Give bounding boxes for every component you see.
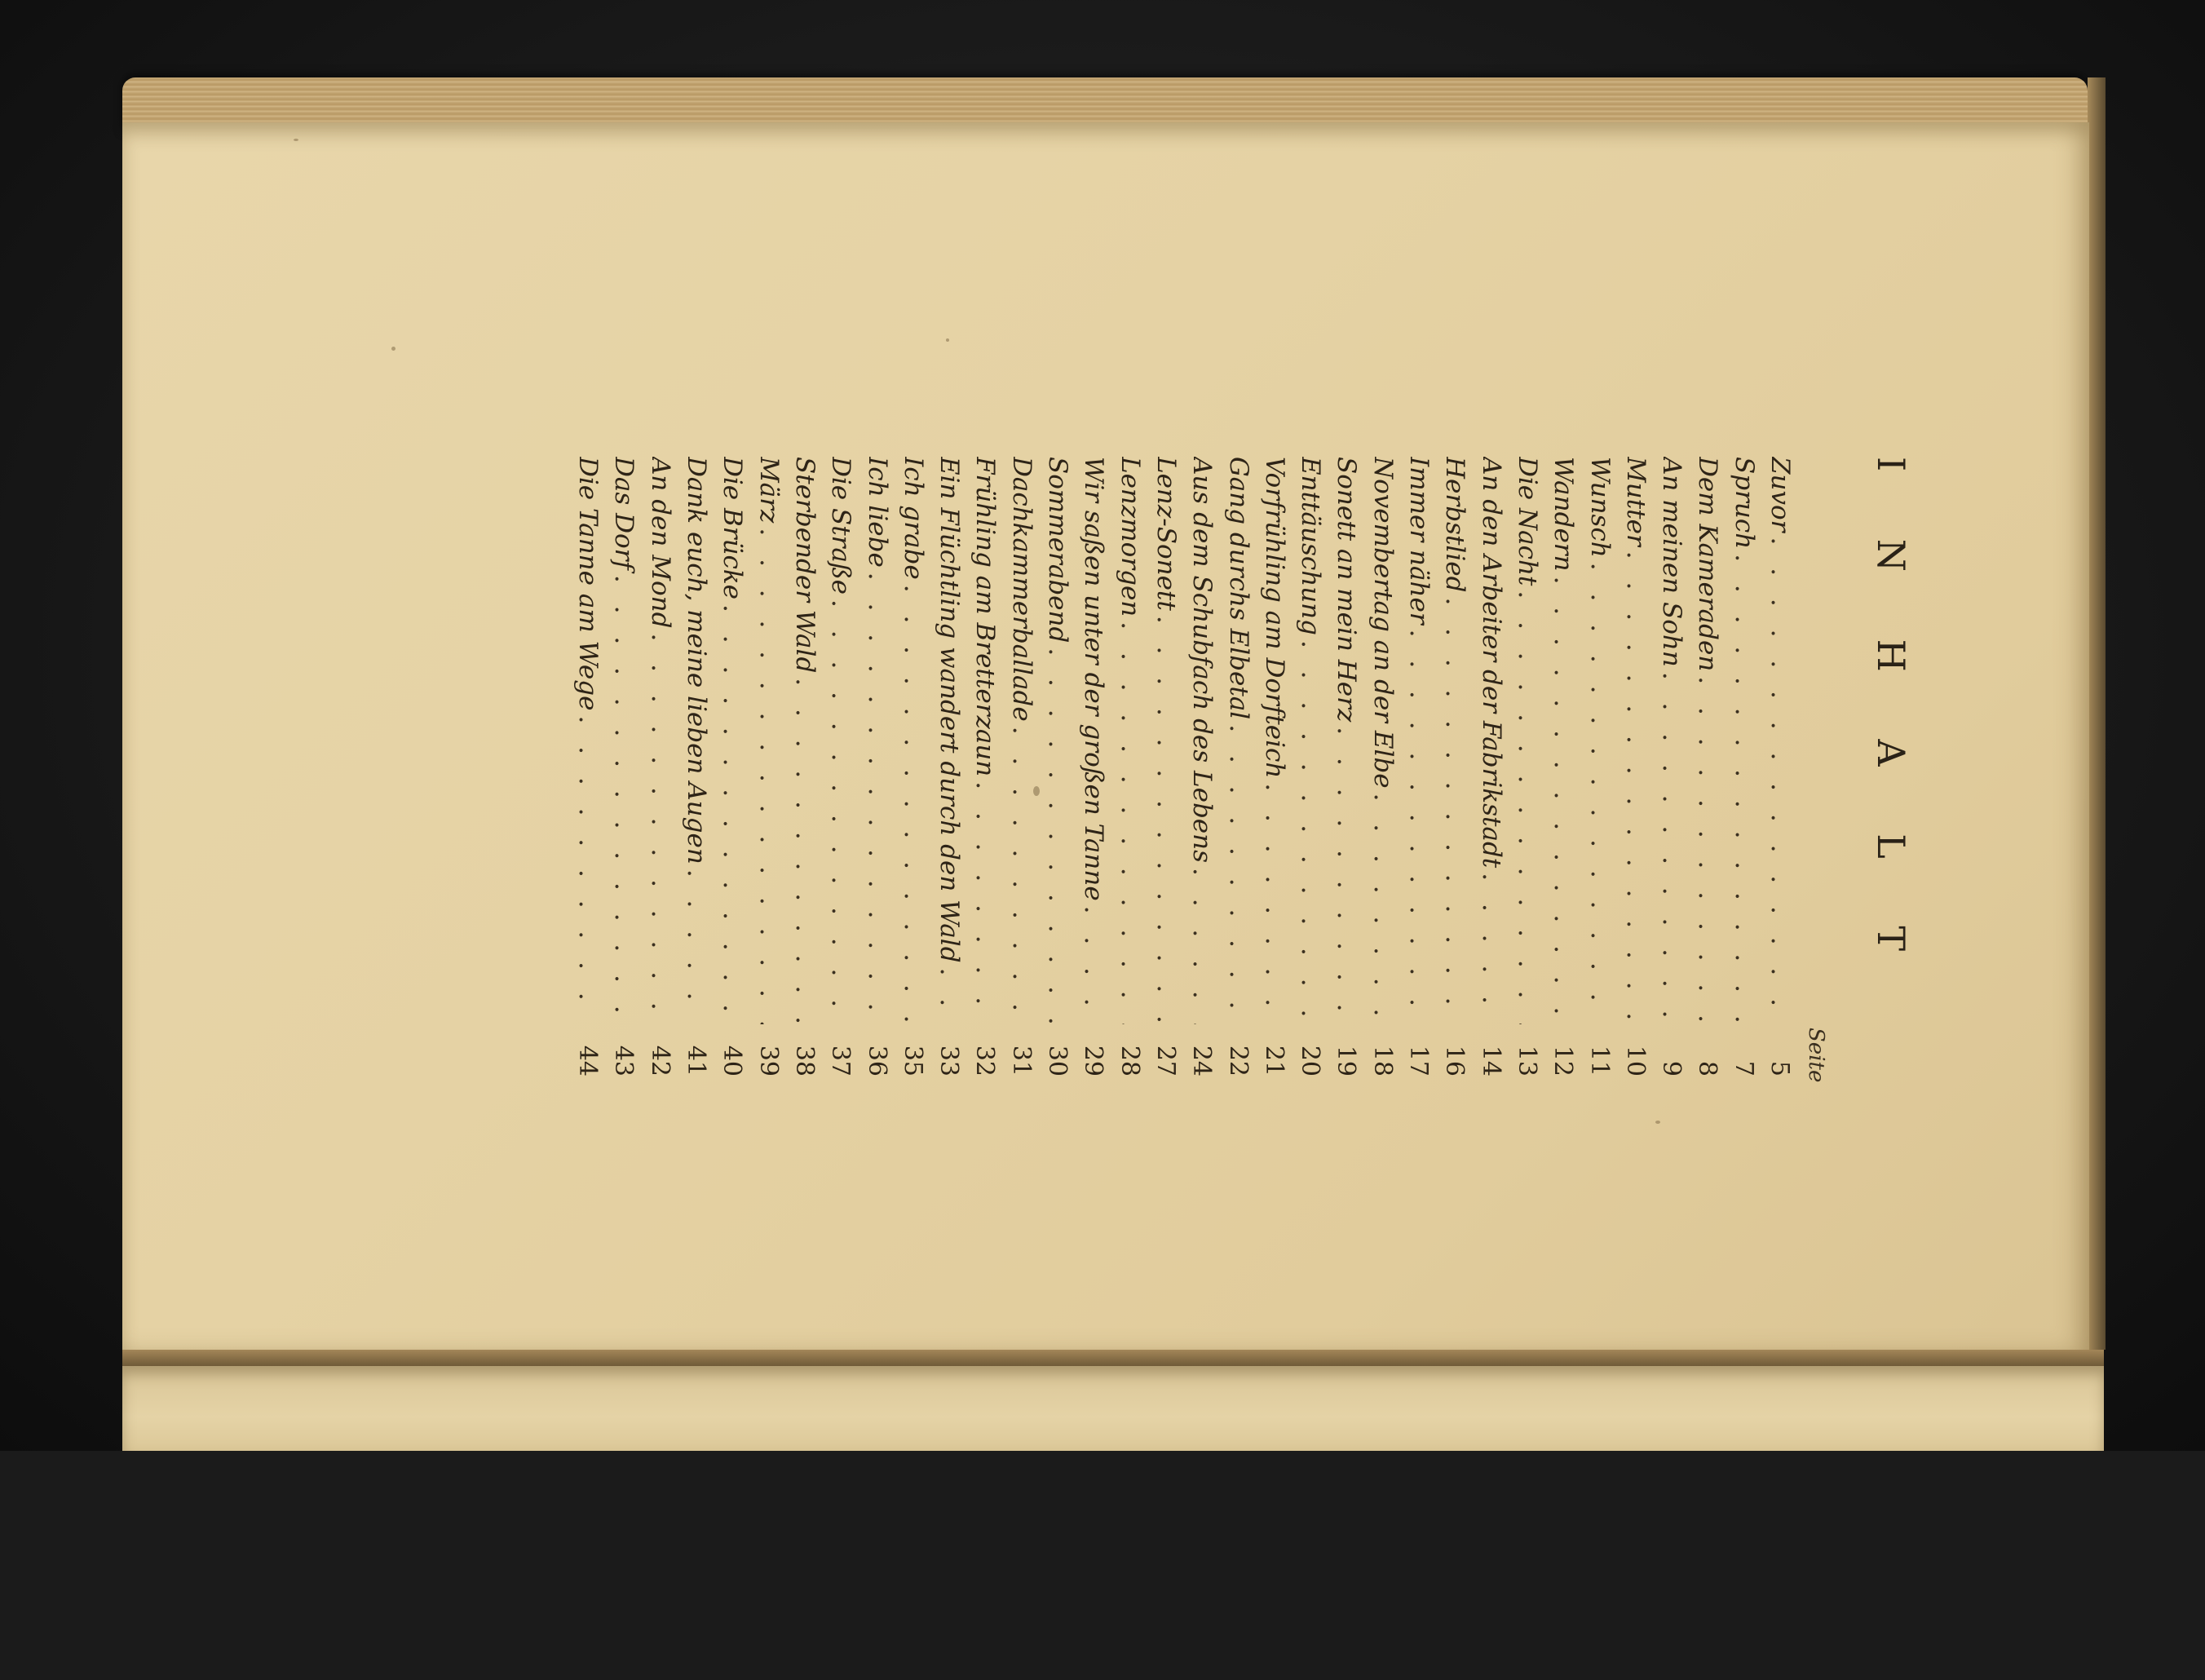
toc-entry-page-number: 40 [718,1045,747,1077]
toc-entry [1618,457,1654,1077]
toc-entry-page-number: 8 [1693,1060,1722,1077]
dot-leader [1257,783,1293,1024]
toc-entry-page-number: 9 [1657,1060,1686,1077]
toc-entry [1581,457,1617,1077]
toc-entry-page-number: 33 [935,1045,964,1077]
toc-entry-title: Dem Kameraden [1693,457,1723,672]
toc-entry-title: An meinen Sohn [1657,457,1687,667]
dot-leader [859,573,895,1024]
dot-leader [1654,672,1690,1024]
toc-entry-title: Dank euch, meine lieben Augen [682,457,712,864]
dot-leader [1184,868,1220,1024]
toc-entry-page-number: 10 [1620,1045,1650,1077]
toc-entry [1545,457,1581,1077]
toc-entry-page-number: 41 [682,1045,711,1077]
toc-entry-page-number: 42 [645,1045,674,1077]
dot-leader [1111,621,1147,1024]
toc-entry-title: Sterbender Wald [789,457,820,674]
toc-entry [1509,457,1545,1077]
dot-leader [606,575,642,1024]
toc-entry-page-number: 36 [862,1045,891,1077]
toc-entry [1148,457,1184,1077]
dot-leader [1545,577,1581,1024]
toc-entry-title: Sommerabend [1043,457,1073,643]
toc-entry-page-number: 14 [1476,1045,1505,1077]
book-spine-edge [2088,77,2106,1350]
toc-entry-title: Novembertag an der Elbe [1368,457,1398,789]
toc-entry [1401,457,1437,1077]
paper-speck [946,338,949,342]
toc-entry-page-number: 38 [789,1045,819,1077]
toc-entry-page-number: 17 [1404,1045,1434,1077]
toc-entry-page-number: 31 [1006,1045,1036,1077]
toc-entry [1111,457,1147,1077]
toc-entry-title: An den Arbeiter der Fabrikstadt [1476,457,1506,869]
toc-entry-page-number: 35 [898,1045,927,1077]
toc-entry-title: Sonett an mein Herz [1332,457,1362,723]
dot-leader [1364,794,1400,1024]
toc-entry-page-number: 19 [1332,1045,1361,1077]
toc-entry-page-number: 22 [1223,1045,1253,1077]
dot-leader [895,585,931,1024]
toc-entry-title: Das Dorf [609,457,639,570]
toc-entry-page-number: 18 [1368,1045,1397,1077]
toc-entry [714,457,750,1077]
toc-entry-title: Mutter [1620,457,1650,546]
toc-entry-title: Ich liebe [862,457,892,568]
dot-leader [1726,554,1761,1024]
toc-entry [1184,457,1220,1077]
toc-entry-page-number: 28 [1115,1045,1144,1077]
toc-entry-title: Zuvor [1765,457,1795,533]
toc-entry-title: Wunsch [1584,457,1615,558]
toc-entry-page-number: 11 [1584,1045,1614,1077]
dot-leader [787,678,823,1024]
toc-entry-title: Die Tanne am Wege [573,457,603,711]
toc-entry [787,457,823,1077]
toc-entry-title: Gang durchs Elbetal [1223,457,1253,720]
toc-entry-title: Wandern [1549,457,1579,572]
toc-entry-title: März [753,457,784,524]
toc-entry-title: Wir saßen unter der großen Tanne [1079,457,1109,901]
toc-entry-list [570,457,1798,1077]
table-of-contents [473,457,1913,1680]
dot-leader [1328,727,1364,1024]
toc-entry [1473,457,1509,1077]
toc-entry [1328,457,1364,1077]
toc-entry-title: Die Nacht [1512,457,1542,586]
dot-leader [643,633,678,1024]
toc-entry [1003,457,1039,1077]
toc-entry-page-number: 16 [1440,1045,1469,1077]
toc-entry [570,457,606,1077]
toc-entry [606,457,642,1077]
toc-entry-title: Lenz-Sonett [1151,457,1181,611]
dot-leader [750,528,786,1024]
dot-leader [1581,563,1617,1024]
toc-entry-page-number: 37 [826,1045,855,1077]
dot-leader [1293,640,1328,1024]
dot-leader [1076,906,1111,1024]
toc-entry-title: Herbstlied [1440,457,1470,593]
dot-leader [1473,873,1509,1024]
toc-entry-title: An den Mond [645,457,675,629]
toc-entry-page-number: 12 [1549,1045,1578,1077]
toc-entry-page-number: 24 [1187,1045,1217,1077]
toc-entry [1293,457,1328,1077]
toc-entry-page-number: 30 [1043,1045,1072,1077]
toc-entry-title: Lenzmorgen [1115,457,1145,617]
toc-entry [1076,457,1111,1077]
toc-entry [859,457,895,1077]
dot-leader [1509,590,1545,1024]
toc-entry-page-number: 5 [1765,1060,1794,1077]
toc-entry [823,457,859,1077]
toc-entry-title: Dachkammerballade [1006,457,1036,722]
dot-leader [931,968,967,1024]
dot-leader [1148,616,1184,1024]
toc-entry-title: Die Straße [826,457,856,595]
toc-entry-page-number: 20 [1296,1045,1325,1077]
dot-leader [823,599,859,1024]
toc-entry-title: Ich grabe [898,457,928,580]
toc-entry-title: Ein Flüchtling wandert durch den Wald [935,457,965,963]
paper-speck [391,347,395,351]
toc-entry-title: Aus dem Schubfach des Lebens [1187,457,1217,864]
toc-entry-page-number: 39 [753,1045,783,1077]
dot-leader [1040,648,1076,1024]
dot-leader [967,781,1003,1024]
toc-entry [1437,457,1473,1077]
toc-entry-page-number: 32 [970,1045,1000,1077]
dot-leader [1003,727,1039,1024]
page-column-label: Seite [1804,1028,1828,1083]
toc-entry [931,457,967,1077]
dot-leader [1762,537,1798,1024]
dot-leader [1401,630,1437,1024]
dot-leader [1220,724,1256,1024]
toc-entry [895,457,931,1077]
toc-entry [1220,457,1256,1077]
toc-heading: I N H A L T [1869,457,1913,979]
toc-entry [750,457,786,1077]
dot-leader [570,715,606,1024]
paper-speck [294,139,298,141]
toc-entry [678,457,714,1077]
toc-entry-title: Spruch [1729,457,1759,550]
toc-entry-page-number: 44 [573,1045,603,1077]
toc-entry [1654,457,1690,1077]
toc-entry [1762,457,1798,1077]
dot-leader [1437,597,1473,1024]
toc-entry [1040,457,1076,1077]
toc-entry-page-number: 13 [1512,1045,1541,1077]
toc-entry-page-number: 29 [1079,1045,1108,1077]
toc-entry [1726,457,1761,1077]
toc-entry-page-number: 43 [609,1045,639,1077]
toc-entry-title: Die Brücke [718,457,748,600]
toc-entry [1364,457,1400,1077]
dot-leader [1690,676,1726,1024]
toc-entry-page-number: 21 [1259,1045,1288,1077]
toc-entry-page-number: 7 [1729,1060,1758,1077]
dot-leader [1618,551,1654,1024]
toc-entry-title: Frühling am Bretterzaun [970,457,1001,777]
dot-leader [714,604,750,1024]
toc-entry [967,457,1003,1077]
toc-entry [1257,457,1293,1077]
toc-entry-title: Vorfrühling am Dorfteich [1259,457,1289,779]
dot-leader [678,869,714,1024]
toc-entry-page-number: 27 [1151,1045,1180,1077]
toc-entry-title: Enttäuschung [1296,457,1326,635]
toc-entry [1690,457,1726,1077]
toc-entry-title: Immer näher [1404,457,1434,625]
toc-entry [643,457,678,1077]
